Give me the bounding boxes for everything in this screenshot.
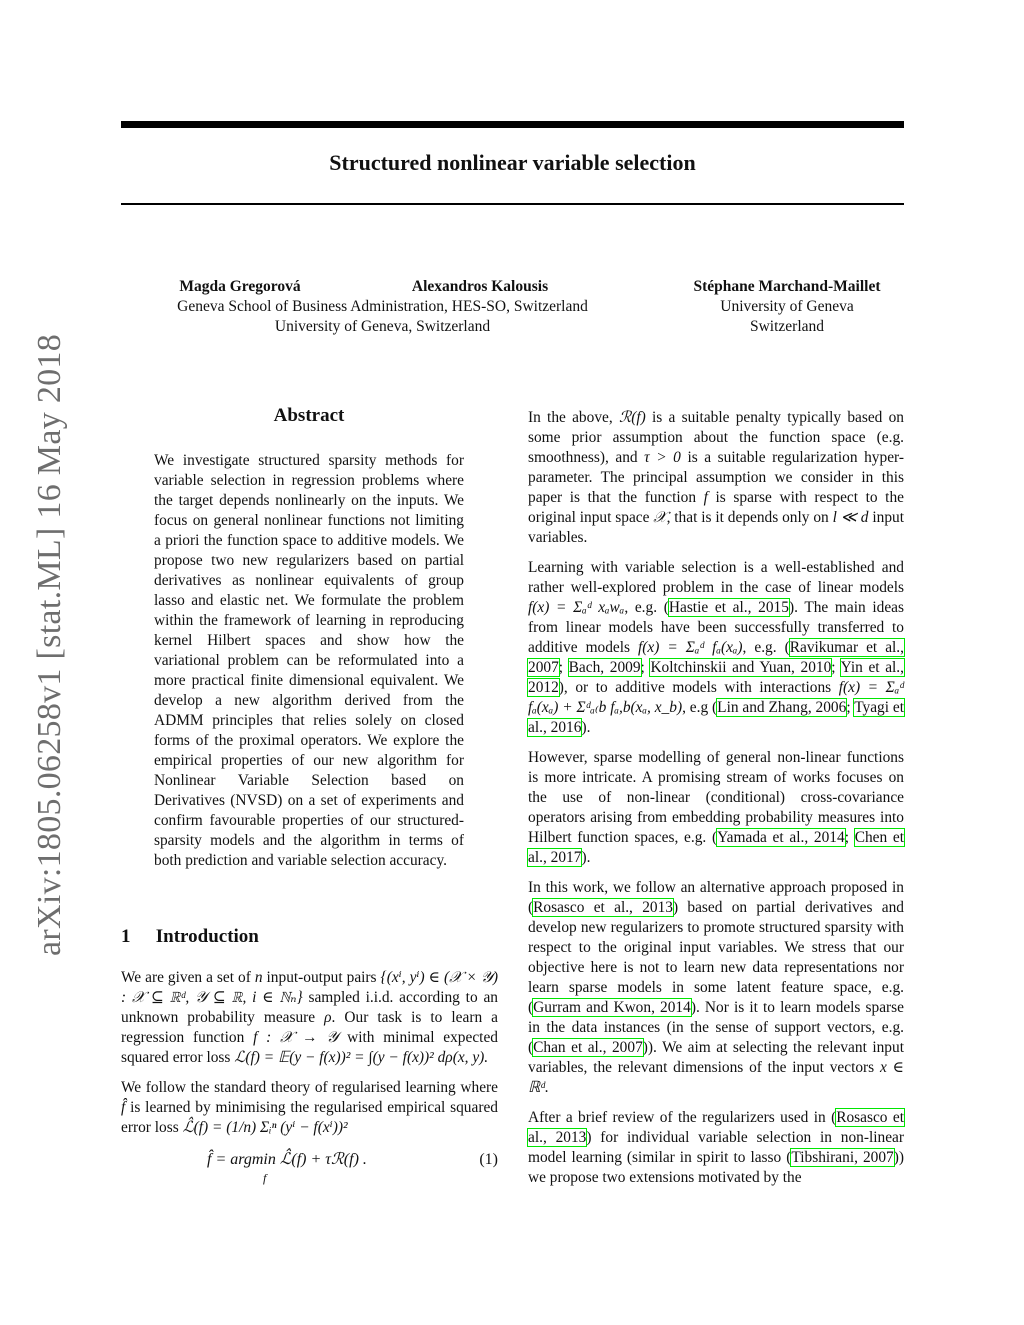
math-empirical-loss: ℒ̂(f) = (1/n) Σᵢⁿ (yⁱ − f(xⁱ))² [182, 1119, 348, 1136]
author-3-name: Stéphane Marchand-Maillet [693, 278, 881, 295]
right-paragraph-4: In this work, we follow an alternative approach proposed in (Rosasco et al., 2013) based on partial derivatives and develop new regularizers to promote structured sparsity with respect to the original input variables. We stress that our objective here is not to learn new data representations nor learn sparse models in some latent feature space, e.g. (Gurram and Kwon, 2014). Nor is it to learn models sparse in the data instances (in the sense of support vectors, e.g. (Chan et al., 2007)). We aim at selecting the relevant input variables, the relevant dimensions of the input vectors x ∈ ℝᵈ. [528, 879, 905, 1096]
citation-chen[interactable]: Chen et al., 2017 [528, 829, 904, 866]
section-title: Introduction [155, 926, 259, 947]
authors-1-2-affiliation [150, 297, 615, 337]
citation-lin-zhang[interactable]: Lin and Zhang, 2006 [717, 699, 847, 716]
citation-tyagi[interactable]: Tyagi et al., 2016 [528, 699, 904, 736]
math-pairs: {(xⁱ, yⁱ) ∈ (𝒳 × 𝒴) : 𝒳 ⊆ ℝᵈ, 𝒴 ⊆ ℝ, i ∈ ℕₙ} [121, 969, 498, 1006]
citation-rosasco-2[interactable]: Rosasco et al., 2013 [528, 1109, 904, 1146]
citation-yamada[interactable]: Yamada et al., 2014 [717, 829, 845, 846]
right-paragraph-5: After a brief review of the regularizers used in (Rosasco et al., 2013) for individual variable selection in non-linear model learning (similar in spirit to lasso (Tibshirani, 2007)) we propose two extensions motivated by the [528, 1109, 905, 1186]
title-rule-bottom [121, 203, 904, 205]
citation-hastie[interactable]: Hastie et al., 2015 [668, 599, 789, 616]
right-paragraph-1: In the above, ℛ(f) is a suitable penalty typically based on some prior assumption about the function space (e.g. smoothness), and τ > 0 is a suitable regularization hyper-parameter. The principal assumption we consider in this paper is that the function f is sparse with respect to the original input space 𝒳, that is it depends only on l ≪ d input variables. [528, 409, 904, 546]
math-expected-loss: ℒ(f) = 𝔼(y − f(x))² = ∫(y − f(x))² dρ(x, y). [234, 1049, 489, 1066]
affiliation-line-1: Geneva School of Business Administration, HES-SO, Switzerland [177, 298, 588, 315]
math-n: n [254, 969, 263, 986]
math-f-map: f : 𝒳 → 𝒴 [253, 1029, 339, 1046]
citation-tibshirani[interactable]: Tibshirani, 2007 [791, 1149, 894, 1166]
intro-paragraph-2: We follow the standard theory of regularised learning where f̂ is learned by minimising the regularised empirical squared error loss ℒ̂(f) = (1/n) Σᵢⁿ (yⁱ − f(xⁱ))² [121, 1079, 498, 1136]
math-rho: ρ [324, 1009, 332, 1026]
citation-ravikumar[interactable]: Ravikumar et al., 2007 [528, 639, 904, 676]
right-paragraph-2: Learning with variable selection is a well-established and rather well-explored problem in the case of linear models f(x) = Σₐᵈ xₐwₐ, e.g. (Hastie et al., 2015). The main ideas from linear models have been successfully transferred to additive models f(x) = Σₐᵈ fₐ(xₐ), e.g. (Ravikumar et al., 2007; Bach, 2009; Koltchinskii and Yuan, 2010; Yin et al., 2012), or to additive models with interactions f(x) = Σₐᵈ fₐ(xₐ) + Σᵈₐ₍b fₐ,b(xₐ, x_b), e.g (Lin and Zhang, 2006; Tyagi et al., 2016). [528, 559, 905, 736]
abstract-body: We investigate structured sparsity methods for variable selection in regression problems where the target depends nonlinearly on the inputs. We focus on general nonlinear functions not limiting a priori the function space to additive models. We propose two new regularizers based on partial derivatives as nonlinear equivalents of group lasso and elastic net. We formulate the problem within the framework of learning in reproducing kernel Hilbert spaces and show how the variational problem can be reformulated into a more practical finite dimensional equivalent. We develop a new algorithm derived from the ADMM principles that relies solely on closed forms of the proximal operators. We explore the empirical properties of our new algorithm for Nonlinear Variable Selection based on Derivatives (NVSD) on a set of experiments and confirm favourable properties of our structured-sparsity models and the algorithm in terms of both prediction and variable selection accuracy. [154, 452, 464, 869]
author-3-affiliation-line-1: University of Geneva [720, 298, 854, 315]
author-1 [150, 277, 330, 297]
citation-gurram[interactable]: Gurram and Kwon, 2014 [533, 999, 691, 1016]
author-3 [660, 277, 914, 337]
equation-1-subscript: f [263, 1171, 267, 1185]
math-fhat: f̂ [121, 1099, 126, 1116]
arxiv-stamp-text: arXiv:1805.06258v1 [stat.ML] 16 May 2018 [31, 333, 68, 957]
section-heading-introduction [121, 926, 259, 948]
author-2 [380, 277, 580, 297]
equation-1-number: (1) [479, 1151, 498, 1168]
citation-yin[interactable]: Yin et al., 2012 [528, 659, 904, 696]
left-column [121, 968, 498, 1185]
affiliation-line-2: University of Geneva, Switzerland [274, 318, 491, 335]
right-paragraph-3: However, sparse modelling of general non-linear functions is more intricate. A promising stream of works focuses on the use of non-linear (conditional) cross-covariance operators arising from embedding probability measures into Hilbert function spaces, e.g. (Yamada et al., 2014; Chen et al., 2017). [528, 749, 904, 866]
section-number: 1 [121, 926, 131, 947]
arxiv-stamp [30, 335, 70, 955]
intro-paragraph-1: We are given a set of n input-output pairs {(xⁱ, yⁱ) ∈ (𝒳 × 𝒴) : 𝒳 ⊆ ℝᵈ, 𝒴 ⊆ ℝ, i ∈ ℕₙ} sampled i.i.d. according to an unknown probability measure ρ. Our task is to learn a regression function f : 𝒳 → 𝒴 with minimal expected squared error loss ℒ(f) = 𝔼(y − f(x))² = ∫(y − f(x))² dρ(x, y). [121, 969, 498, 1066]
citation-koltchinskii[interactable]: Koltchinskii and Yuan, 2010 [650, 659, 832, 676]
author-3-affiliation-line-2: Switzerland [749, 318, 825, 335]
abstract-heading: Abstract [273, 405, 345, 426]
equation-1 [121, 1150, 498, 1185]
title-rule-top [121, 121, 904, 128]
author-2-name: Alexandros Kalousis [411, 278, 549, 295]
paper-title: Structured nonlinear variable selection [329, 150, 696, 175]
equation-1-formula: f̂ = argmin ℒ̂(f) + τℛ(f) . [207, 1151, 367, 1168]
citation-rosasco[interactable]: Rosasco et al., 2013 [533, 899, 673, 916]
citation-chan[interactable]: Chan et al., 2007 [533, 1039, 643, 1056]
author-1-name: Magda Gregorová [179, 278, 301, 295]
right-column [528, 408, 904, 1198]
citation-bach[interactable]: Bach, 2009 [568, 659, 641, 676]
